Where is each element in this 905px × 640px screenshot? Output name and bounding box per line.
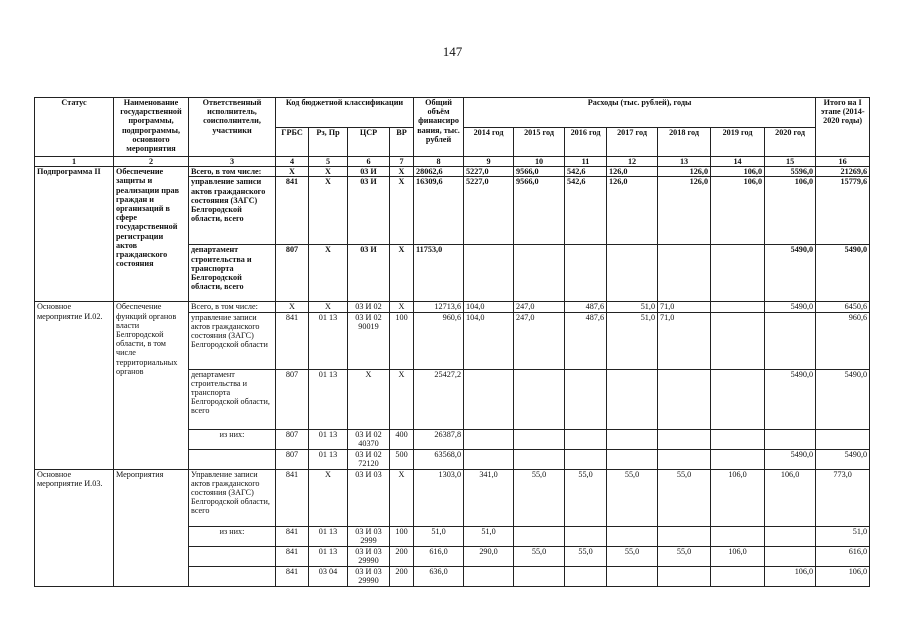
row-year-2018: 55,0 [658,469,711,526]
row-year-2017: 126,0 [607,177,658,245]
row-vr: 500 [390,449,414,469]
row-total: 26387,8 [414,429,464,449]
row-year-2019 [711,369,765,429]
row-year-2020: 106,0 [765,469,816,526]
row-year-2019 [711,449,765,469]
budget-table [34,97,870,587]
row-year-2015: 9566,0 [514,167,565,177]
header-year-2017: 2017 год [607,127,658,157]
row-year-2015 [514,526,565,546]
row-grbs: Х [276,302,309,312]
row-name: Обеспечение защиты и реализации прав граждан и организаций в сфере государственной регистрации актов гражданского состояния [114,167,189,302]
row-year-2020: 106,0 [765,177,816,245]
row-year-2018 [658,449,711,469]
row-total: 616,0 [414,546,464,566]
row-responsible: департамент строительства и транспорта Белгородской области, всего [189,245,276,302]
row-rzpr: 01 13 [309,526,348,546]
row-itog: 773,0 [816,469,870,526]
col-num: 7 [390,157,414,167]
row-year-2014 [464,566,514,586]
row-csr: 03 И 02 90019 [348,312,390,369]
row-year-2018: 126,0 [658,167,711,177]
row-year-2019: 106,0 [711,546,765,566]
row-year-2015: 55,0 [514,546,565,566]
header-csr: ЦСР [348,127,390,157]
row-year-2018 [658,566,711,586]
row-name: Мероприятия [114,469,189,586]
row-vr: Х [390,469,414,526]
row-year-2020: 5490,0 [765,369,816,429]
row-year-2015 [514,429,565,449]
col-num: 10 [514,157,565,167]
row-csr: 03 И 03 29990 [348,546,390,566]
row-rzpr: Х [309,167,348,177]
row-vr: 200 [390,546,414,566]
row-vr: Х [390,369,414,429]
row-year-2020: 106,0 [765,566,816,586]
col-num: 2 [114,157,189,167]
row-year-2018 [658,526,711,546]
row-responsible: из них: [189,429,276,449]
row-total: 12713,6 [414,302,464,312]
row-year-2019: 106,0 [711,177,765,245]
row-total: 16309,6 [414,177,464,245]
row-year-2018 [658,245,711,302]
col-num: 9 [464,157,514,167]
row-year-2015 [514,369,565,429]
row-year-2020 [765,526,816,546]
row-vr: Х [390,302,414,312]
row-year-2016 [565,526,607,546]
row-responsible: департамент строительства и транспорта Белгородской области, всего [189,369,276,429]
row-year-2017: 55,0 [607,469,658,526]
row-year-2019 [711,312,765,369]
row-year-2020 [765,429,816,449]
row-year-2016: 542,6 [565,167,607,177]
row-csr: 03 И 03 2999 [348,526,390,546]
row-grbs: Х [276,167,309,177]
row-grbs: 841 [276,526,309,546]
row-year-2019 [711,566,765,586]
col-num: 5 [309,157,348,167]
row-status: Основное мероприятие И.02. [35,302,114,469]
row-responsible: Всего, в том числе: [189,167,276,177]
row-year-2017 [607,245,658,302]
header-total-volume: Общий объём финансиро вания, тыс. рублей [414,98,464,157]
row-year-2016 [565,429,607,449]
row-total: 51,0 [414,526,464,546]
row-year-2017: 51,0 [607,312,658,369]
row-rzpr: 01 13 [309,429,348,449]
row-itog: 5490,0 [816,369,870,429]
row-vr: 200 [390,566,414,586]
row-year-2017: 126,0 [607,167,658,177]
row-rzpr: 03 04 [309,566,348,586]
header-year-2014: 2014 год [464,127,514,157]
row-total: 1303,0 [414,469,464,526]
row-year-2015: 247,0 [514,302,565,312]
row-year-2019 [711,302,765,312]
row-csr: 03 И [348,167,390,177]
col-num: 4 [276,157,309,167]
row-itog: 51,0 [816,526,870,546]
col-num: 3 [189,157,276,167]
row-rzpr: 01 13 [309,312,348,369]
row-itog: 616,0 [816,546,870,566]
row-rzpr: Х [309,469,348,526]
row-year-2018: 126,0 [658,177,711,245]
row-vr: 100 [390,312,414,369]
col-num: 1 [35,157,114,167]
table-row [35,167,870,177]
row-responsible: управление записи актов гражданского состояния (ЗАГС) Белгородской области [189,312,276,369]
header-year-2020: 2020 год [765,127,816,157]
row-year-2018: 71,0 [658,312,711,369]
row-name: Обеспечение функций органов власти Белгородской области, в том числе территориальных органов [114,302,189,469]
row-year-2014: 51,0 [464,526,514,546]
row-itog: 5490,0 [816,245,870,302]
row-year-2016 [565,369,607,429]
row-year-2020: 5490,0 [765,449,816,469]
row-grbs: 807 [276,449,309,469]
row-vr: Х [390,167,414,177]
row-vr: 100 [390,526,414,546]
table-row [35,302,870,312]
row-grbs: 807 [276,245,309,302]
row-grbs: 841 [276,469,309,526]
row-year-2018 [658,369,711,429]
row-status: Подпрограмма II [35,167,114,302]
row-year-2014 [464,369,514,429]
row-rzpr: Х [309,302,348,312]
row-year-2018: 71,0 [658,302,711,312]
row-year-2019 [711,526,765,546]
row-responsible: Управление записи актов гражданского состояния (ЗАГС) Белгородской области, всего [189,469,276,526]
row-year-2018 [658,429,711,449]
row-year-2016: 487,6 [565,302,607,312]
row-year-2015 [514,245,565,302]
row-year-2017 [607,566,658,586]
row-year-2017: 51,0 [607,302,658,312]
row-year-2019: 106,0 [711,469,765,526]
header-name: Наименование государственной программы, подпрограммы, основного мероприятия [114,98,189,157]
row-year-2016 [565,566,607,586]
row-year-2014: 5227,0 [464,177,514,245]
row-year-2016: 55,0 [565,469,607,526]
row-csr: 03 И 02 40370 [348,429,390,449]
row-itog: 21269,6 [816,167,870,177]
row-status: Основное мероприятие И.03. [35,469,114,586]
row-year-2017 [607,526,658,546]
row-year-2017 [607,369,658,429]
header-year-2016: 2016 год [565,127,607,157]
row-year-2016: 487,6 [565,312,607,369]
row-year-2014: 290,0 [464,546,514,566]
row-year-2014: 104,0 [464,312,514,369]
row-csr: 03 И 03 29990 [348,566,390,586]
row-year-2014 [464,449,514,469]
row-year-2017: 55,0 [607,546,658,566]
col-num: 12 [607,157,658,167]
row-itog: 15779,6 [816,177,870,245]
col-num: 13 [658,157,711,167]
row-total: 25427,2 [414,369,464,429]
col-num: 16 [816,157,870,167]
header-stage-total: Итого на I этапе (2014-2020 годы) [816,98,870,157]
header-year-2019: 2019 год [711,127,765,157]
row-year-2020: 5490,0 [765,302,816,312]
row-year-2014: 5227,0 [464,167,514,177]
row-year-2019 [711,245,765,302]
header-expenses: Расходы (тыс. рублей), годы [464,98,816,128]
row-rzpr: Х [309,177,348,245]
page-number: 147 [442,44,463,59]
header-responsible: Ответственный исполнитель, соисполнители, участники [189,98,276,157]
row-responsible: Всего, в том числе: [189,302,276,312]
row-grbs: 841 [276,546,309,566]
row-responsible [189,449,276,469]
header-rzpr: Рз, Пр [309,127,348,157]
row-year-2020 [765,312,816,369]
row-year-2014: 104,0 [464,302,514,312]
row-year-2015: 247,0 [514,312,565,369]
row-vr: Х [390,177,414,245]
header-year-2015: 2015 год [514,127,565,157]
row-year-2020 [765,546,816,566]
col-num: 11 [565,157,607,167]
row-responsible: из них: [189,526,276,546]
row-grbs: 807 [276,369,309,429]
header-year-2018: 2018 год [658,127,711,157]
row-year-2015 [514,449,565,469]
row-rzpr: 01 13 [309,369,348,429]
row-year-2015: 55,0 [514,469,565,526]
col-num: 8 [414,157,464,167]
row-csr: 03 И [348,245,390,302]
row-rzpr: 01 13 [309,546,348,566]
row-year-2014 [464,429,514,449]
row-year-2020: 5596,0 [765,167,816,177]
row-year-2015: 9566,0 [514,177,565,245]
row-year-2014: 341,0 [464,469,514,526]
row-year-2014 [464,245,514,302]
header-grbs: ГРБС [276,127,309,157]
row-year-2016: 542,6 [565,177,607,245]
row-csr: 03 И [348,177,390,245]
row-rzpr: 01 13 [309,449,348,469]
col-num: 14 [711,157,765,167]
row-year-2019 [711,429,765,449]
row-responsible [189,566,276,586]
row-total: 28062,6 [414,167,464,177]
row-csr: Х [348,369,390,429]
row-itog: 6450,6 [816,302,870,312]
header-vr: ВР [390,127,414,157]
row-grbs: 807 [276,429,309,449]
row-grbs: 841 [276,566,309,586]
header-budget-code: Код бюджетной классификации [276,98,414,128]
row-vr: 400 [390,429,414,449]
row-vr: Х [390,245,414,302]
row-itog: 5490,0 [816,449,870,469]
header-status: Статус [35,98,114,157]
row-itog [816,429,870,449]
row-year-2018: 55,0 [658,546,711,566]
row-rzpr: Х [309,245,348,302]
row-itog: 960,6 [816,312,870,369]
row-grbs: 841 [276,312,309,369]
row-csr: 03 И 02 72120 [348,449,390,469]
row-year-2017 [607,449,658,469]
row-total: 960,6 [414,312,464,369]
table-row [35,469,870,526]
row-year-2015 [514,566,565,586]
col-num: 6 [348,157,390,167]
row-csr: 03 И 02 [348,302,390,312]
row-responsible: управление записи актов гражданского состояния (ЗАГС) Белгородской области, всего [189,177,276,245]
row-total: 11753,0 [414,245,464,302]
row-year-2016 [565,449,607,469]
row-year-2020: 5490,0 [765,245,816,302]
row-csr: 03 И 03 [348,469,390,526]
column-number-row [35,157,870,167]
row-year-2016 [565,245,607,302]
row-responsible [189,546,276,566]
row-grbs: 841 [276,177,309,245]
row-year-2019: 106,0 [711,167,765,177]
row-year-2016: 55,0 [565,546,607,566]
row-itog: 106,0 [816,566,870,586]
row-year-2017 [607,429,658,449]
row-total: 63568,0 [414,449,464,469]
row-total: 636,0 [414,566,464,586]
col-num: 15 [765,157,816,167]
